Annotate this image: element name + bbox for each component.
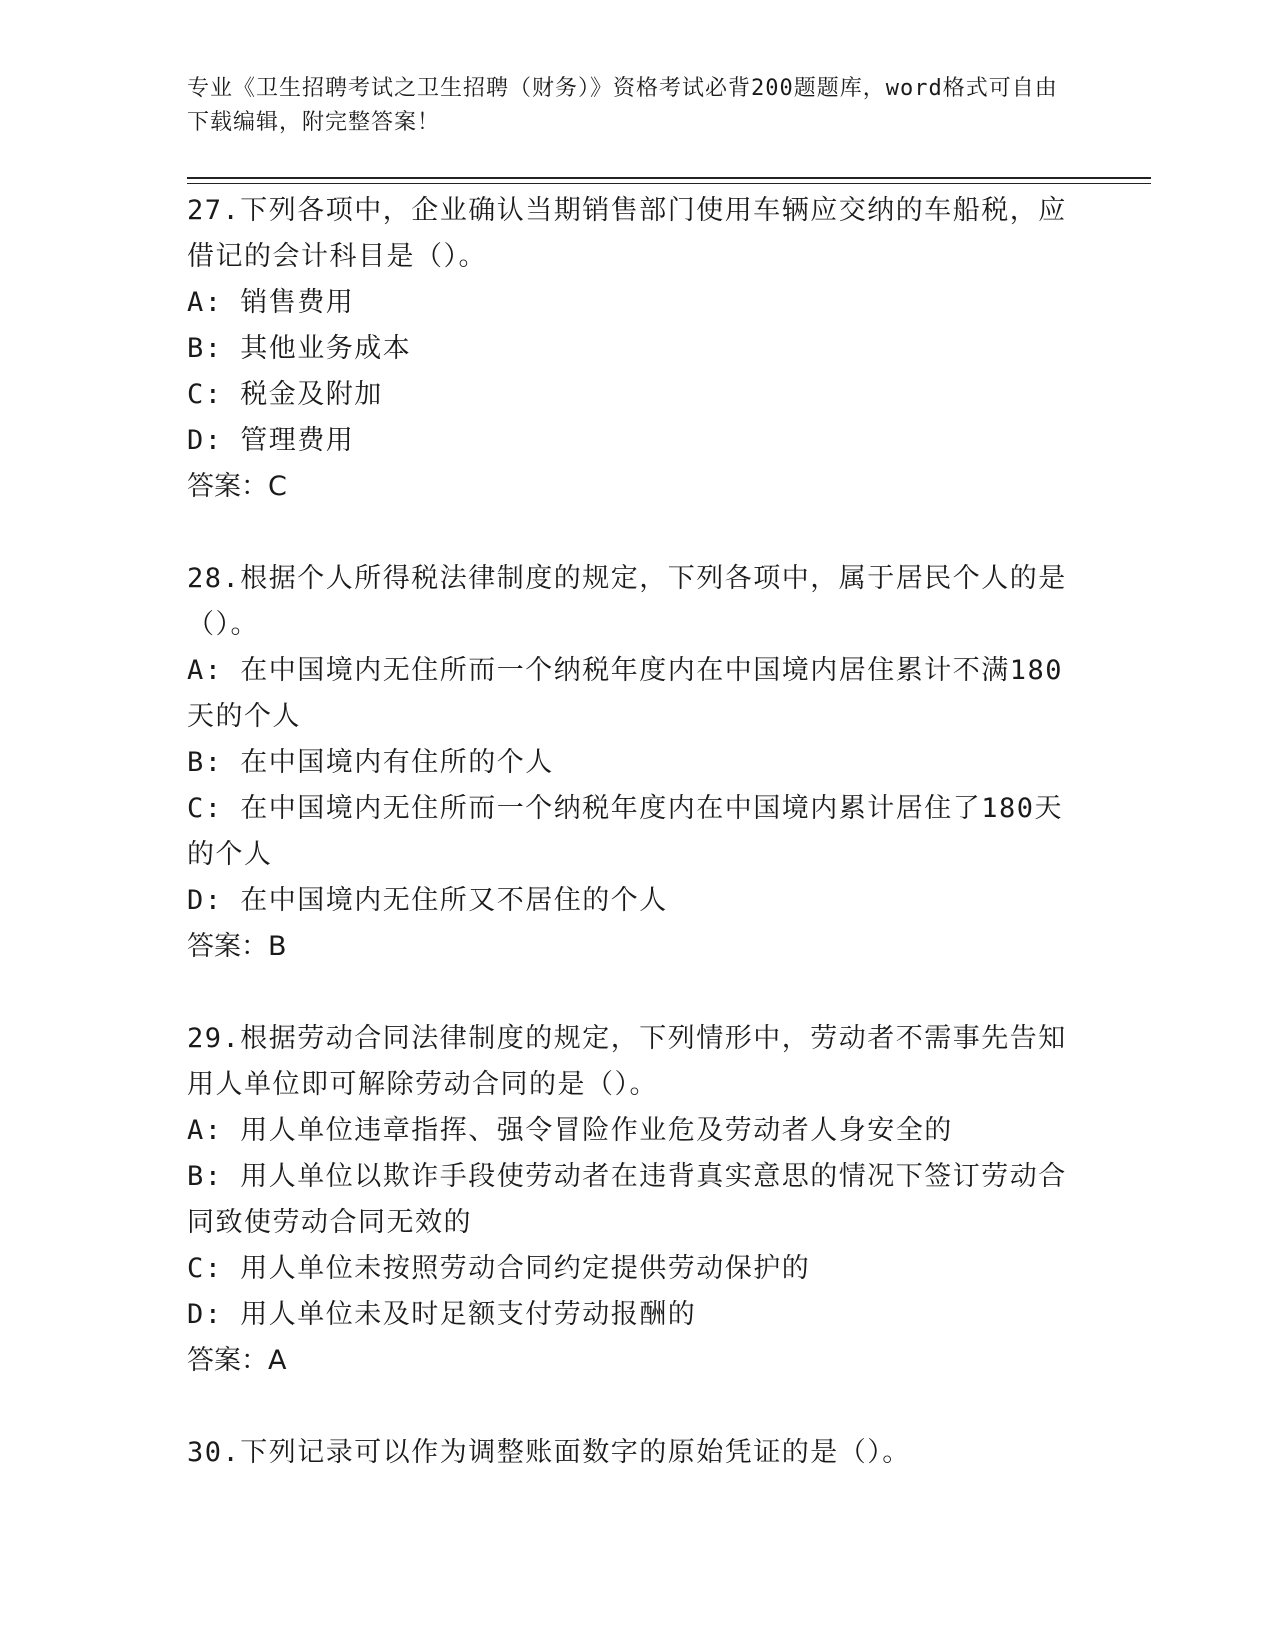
header-divider-thick: [187, 177, 1151, 179]
question-28: [187, 556, 1077, 970]
question-spacer: [187, 1384, 1077, 1430]
question-27: [187, 188, 1077, 510]
option-c: C: 用人单位未按照劳动合同约定提供劳动保护的: [187, 1253, 811, 1284]
option-d: D: 在中国境内无住所又不居住的个人: [187, 885, 668, 916]
option-d: D: 用人单位未及时足额支付劳动报酬的: [187, 1299, 697, 1330]
header-divider-thin: [187, 183, 1151, 184]
question-spacer: [187, 970, 1077, 1016]
option-b: B: 在中国境内有住所的个人: [187, 747, 554, 778]
option-b: B: 用人单位以欺诈手段使劳动者在违背真实意思的情况下签订劳动合同致使劳动合同无效的: [187, 1161, 1067, 1238]
page-header: 专业《卫生招聘考试之卫生招聘（财务）》资格考试必背200题题库，word格式可自由下载编辑，附完整答案！: [187, 76, 1058, 135]
answer-line: 答案：B: [187, 931, 287, 962]
question-stem: 30.下列记录可以作为调整账面数字的原始凭证的是（）。: [187, 1437, 911, 1468]
question-stem: 27.下列各项中，企业确认当期销售部门使用车辆应交纳的车船税，应借记的会计科目是（）。: [187, 195, 1067, 272]
question-stem: 28.根据个人所得税法律制度的规定，下列各项中，属于居民个人的是（）。: [187, 563, 1067, 640]
option-c: C: 在中国境内无住所而一个纳税年度内在中国境内累计居住了180天的个人: [187, 793, 1064, 870]
option-a: A: 用人单位违章指挥、强令冒险作业危及劳动者人身安全的: [187, 1115, 953, 1146]
answer-line: 答案：C: [187, 471, 287, 502]
question-stem: 29.根据劳动合同法律制度的规定，下列情形中，劳动者不需事先告知用人单位即可解除劳动合同的是（）。: [187, 1023, 1067, 1100]
answer-line: 答案：A: [187, 1345, 287, 1376]
option-d: D: 管理费用: [187, 425, 355, 456]
option-a: A: 在中国境内无住所而一个纳税年度内在中国境内居住累计不满180天的个人: [187, 655, 1064, 732]
option-c: C: 税金及附加: [187, 379, 383, 410]
question-spacer: [187, 510, 1077, 556]
question-29: [187, 1016, 1077, 1384]
option-a: A: 销售费用: [187, 287, 355, 318]
question-list: [187, 188, 1077, 1476]
option-b: B: 其他业务成本: [187, 333, 412, 364]
question-30: [187, 1430, 1077, 1476]
